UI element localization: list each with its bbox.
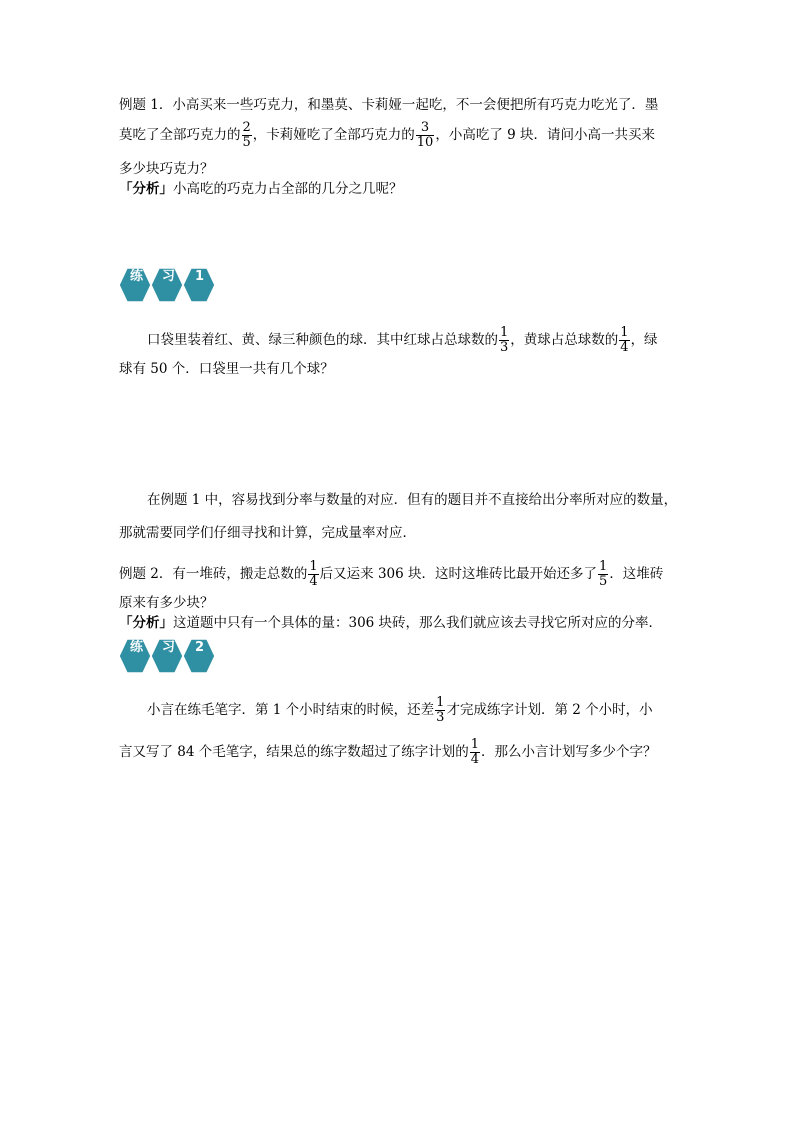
practice-2-badge [117,636,221,676]
fraction-numerator: 1 [500,325,509,340]
fraction-numerator: 1 [599,559,608,574]
example-2-text: 后又运来 306 块．这时这堆砖比最开始还多了 [319,566,598,582]
badge-char: 习 [162,269,176,284]
practice-2-text: 小言在练毛笔字．第 1 个小时结束的时候，还差 [147,702,435,718]
fraction [499,326,509,355]
example-1-text: 例题 1．小高买来一些巧克力，和墨莫、卡莉娅一起吃，不一会便把所有巧克力吃光了．墨 [119,97,659,113]
fraction [470,738,480,767]
practice-1-text: 球有 50 个．口袋里一共有几个球？ [119,361,334,377]
badge-char: 习 [162,640,176,655]
practice-2-text: 才完成练字计划．第 2 个小时，小 [446,702,653,718]
fraction-denominator: 3 [500,340,509,355]
fraction [435,696,445,725]
fraction-denominator: 4 [470,752,480,767]
fraction-denominator: 4 [620,340,629,355]
intro-text: 那就需要同学们仔细寻找和计算，完成量率对应． [119,525,416,541]
analysis-text: 小高吃的巧克力占全部的几分之几呢？ [173,181,403,197]
example-1-text: 莫吃了全部巧克力的 [119,127,241,143]
example-2-text: 原来有多少块？ [119,595,214,611]
example-1-text: ，小高吃了 9 块．请问小高一共买来 [435,127,655,143]
fraction-numerator: 1 [620,325,629,340]
fraction-numerator: 3 [416,121,435,136]
intro-text: 在例题 1 中，容易找到分率与数量的对应．但有的题目并不直接给出分率所对应的数量， [147,492,678,508]
practice-1-text: 口袋里装着红、黄、绿三种颜色的球．其中红球占总球数的 [147,332,498,348]
practice-1-line-1 [119,326,675,355]
example-1-analysis [119,180,675,198]
example-2-text: 例题 2．有一堆砖，搬走总数的 [119,566,308,582]
example-1-line-1 [119,96,675,114]
fraction [619,326,629,355]
practice-1-line-2 [119,360,675,378]
practice-1-text: ，黄球占总球数的 [510,332,619,348]
fraction [416,121,435,150]
practice-1-text: ，绿 [630,332,658,348]
analysis-text: 这道题中只有一个具体的量：306 块砖，那么我们就应该去寻找它所对应的分率． [173,615,663,631]
example-2-line-2 [119,594,675,612]
intro-line-2 [119,524,675,542]
example-1-text: ，卡莉娅吃了全部巧克力的 [252,127,415,143]
fraction-denominator: 5 [599,574,608,589]
fraction-denominator: 4 [309,574,318,589]
intro-line-1 [119,491,678,509]
fraction-numerator: 1 [470,737,480,752]
practice-1-badge [117,265,221,305]
example-1-text: 多少块巧克力？ [119,161,214,177]
fraction-numerator: 1 [309,559,318,574]
fraction [308,560,318,589]
example-1-line-3 [119,160,675,178]
fraction [598,560,608,589]
analysis-label: 「分析」 [119,615,173,631]
badge-number: 2 [195,640,205,655]
practice-2-text: ．那么小言计划写多少个字？ [481,744,657,760]
fraction-denominator: 5 [242,135,251,150]
fraction-denominator: 3 [436,710,445,725]
fraction [242,121,252,150]
practice-2-text: 言又写了 84 个毛笔字，结果总的练字数超过了练字计划的 [119,744,469,760]
example-2-line-1 [119,560,675,589]
practice-2-line-2 [119,738,675,767]
badge-number: 1 [195,269,205,284]
fraction-numerator: 1 [436,695,445,710]
analysis-label: 「分析」 [119,181,173,197]
fraction-numerator: 2 [242,120,251,135]
badge-char: 练 [130,640,144,655]
practice-2-line-1 [119,696,675,725]
example-2-text: ．这堆砖 [609,566,664,582]
fraction-denominator: 10 [416,135,434,150]
badge-char: 练 [130,269,144,284]
example-2-analysis [119,614,675,632]
example-1-line-2 [119,121,675,150]
